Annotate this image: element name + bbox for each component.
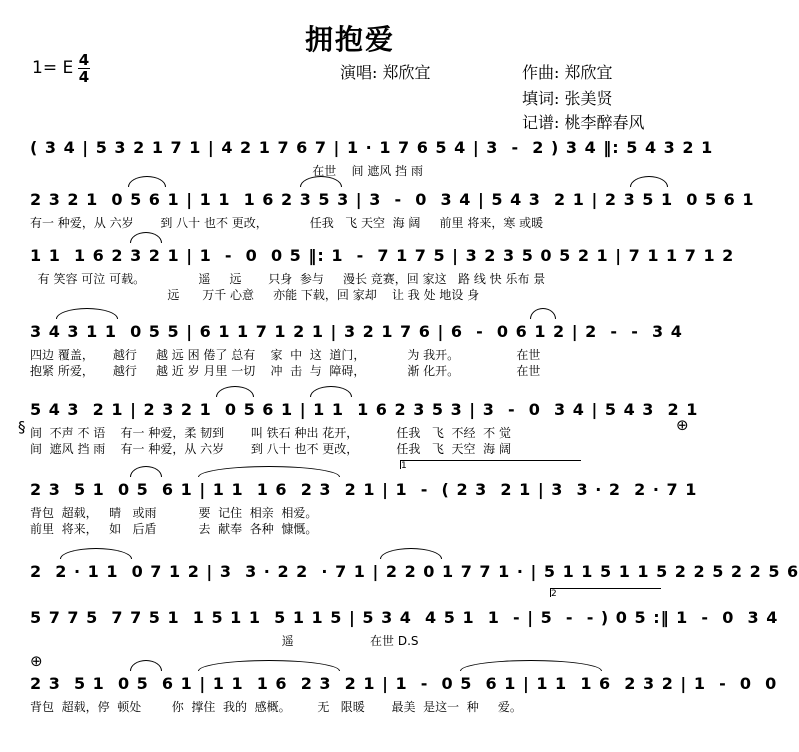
lyric-line: 有一 种爱，从 六岁 到 八十 也不 更改， 任我 飞 天空 海 阔 前里 将来，寒 或暖 (30, 216, 544, 230)
notes: 5 4 3 2 1 | 2 3 2 1 0 5 6 1 | 1 1 1 6 2 3 5 3 | 3 - 0 3 4 | 5 4 3 2 1 (30, 400, 699, 419)
coda-mark-2: ⊕ (30, 652, 43, 670)
lyric-line-2: 间 遮风 挡 雨 有一 种爱，从 六岁 到 八十 也不 更改， 任我 飞 天空 海 阔 (30, 442, 511, 456)
lyric-line-2: 抱紧 所爱， 越行 越 近 岁 月里 一切 冲 击 与 障碍， 渐 化开。 在世 (30, 364, 541, 378)
notes: 2 3 2 1 0 5 6 1 | 1 1 1 6 2 3 5 3 | 3 - 0 3 4 | 5 4 3 2 1 | 2 3 5 1 0 5 6 1 (30, 190, 755, 209)
lyric-line: 间 不声 不 语 有一 种爱，柔 韧到 叫 铁石 种出 花开， 任我 飞 不经 不 觉 (30, 426, 511, 440)
meter-bottom: 4 (78, 68, 90, 86)
lyric-line-2: 前里 将来， 如 后盾 去 献奉 各种 慷慨。 (30, 522, 318, 536)
lyric-line: 有 笑容 可泣 可载。 遥 远 只身 参与 漫长 竞赛，回 家这 路 线 快 乐布 景 (30, 272, 546, 286)
transcriber-credit: 记谱: 桃李醉春风 (522, 113, 645, 132)
lyric-line: 遥 在世 D.S (30, 634, 419, 648)
lyric-line: 背包 超载，停 顿处 你 撑住 我的 感概。 无 限暖 最美 是这一 种 爱。 (30, 700, 522, 714)
singer-credit: 演唱: 郑欣宜 (340, 63, 431, 82)
coda-mark: ⊕ (676, 416, 689, 434)
notes: ( 3 4 | 5 3 2 1 7 1 | 4 2 1 7 6 7 | 1 · 1 7 6 5 4 | 3 - 2 ) 3 4 ‖: 5 4 3 2 1 (30, 138, 714, 157)
lyric-line: 背包 超载， 晴 或雨 要 记住 相亲 相爱。 (30, 506, 318, 520)
lyric-line: 在世 间 遮风 挡 雨 (30, 164, 423, 178)
notes: 5 7 7 5 7 7 5 1 1 5 1 1 5 1 1 5 | 5 3 4 4 5 1 1 - | 5 - - ) 0 5 :‖ 1 - 0 3 4 (30, 608, 779, 627)
lyricist-credit: 填词: 张美贤 (522, 89, 613, 108)
lyric-line: 四边 覆盖， 越行 越 远 困 倦了 总有 家 中 这 道门， 为 我开。 在世 (30, 348, 541, 362)
key-signature: 1= E (32, 58, 74, 78)
notes: 2 3 5 1 0 5 6 1 | 1 1 1 6 2 3 2 1 | 1 - 0 5 6 1 | 1 1 1 6 2 3 2 | 1 - 0 0 (30, 674, 778, 693)
composer-credit: 作曲: 郑欣宜 (522, 63, 613, 82)
segno-mark: § (18, 418, 26, 436)
meter-top: 4 (78, 51, 90, 69)
notes: 2 2 · 1 1 0 7 1 2 | 3 3 · 2 2 · 7 1 | 2 2 0 1 7 7 1 · | 5 1 1 5 1 1 5 2 2 5 2 2 5 6 (30, 562, 799, 581)
song-title: 拥抱爱 (304, 23, 395, 56)
time-signature (78, 53, 90, 84)
notes: 1 1 1 6 2 3 2 1 | 1 - 0 0 5 ‖: 1 - 7 1 7 5 | 3 2 3 5 0 5 2 1 | 7 1 1 7 1 2 (30, 246, 735, 265)
lyric-line-2: 远 万千 心意 亦能 下载，回 家却 让 我 处 地设 身 (30, 288, 480, 302)
notes: 3 4 3 1 1 0 5 5 | 6 1 1 7 1 2 1 | 3 2 1 7 6 | 6 - 0 6 1 2 | 2 - - 3 4 (30, 322, 683, 341)
notes: 2 3 5 1 0 5 6 1 | 1 1 1 6 2 3 2 1 | 1 - ( 2 3 2 1 | 3 3 · 2 2 · 7 1 (30, 480, 698, 499)
